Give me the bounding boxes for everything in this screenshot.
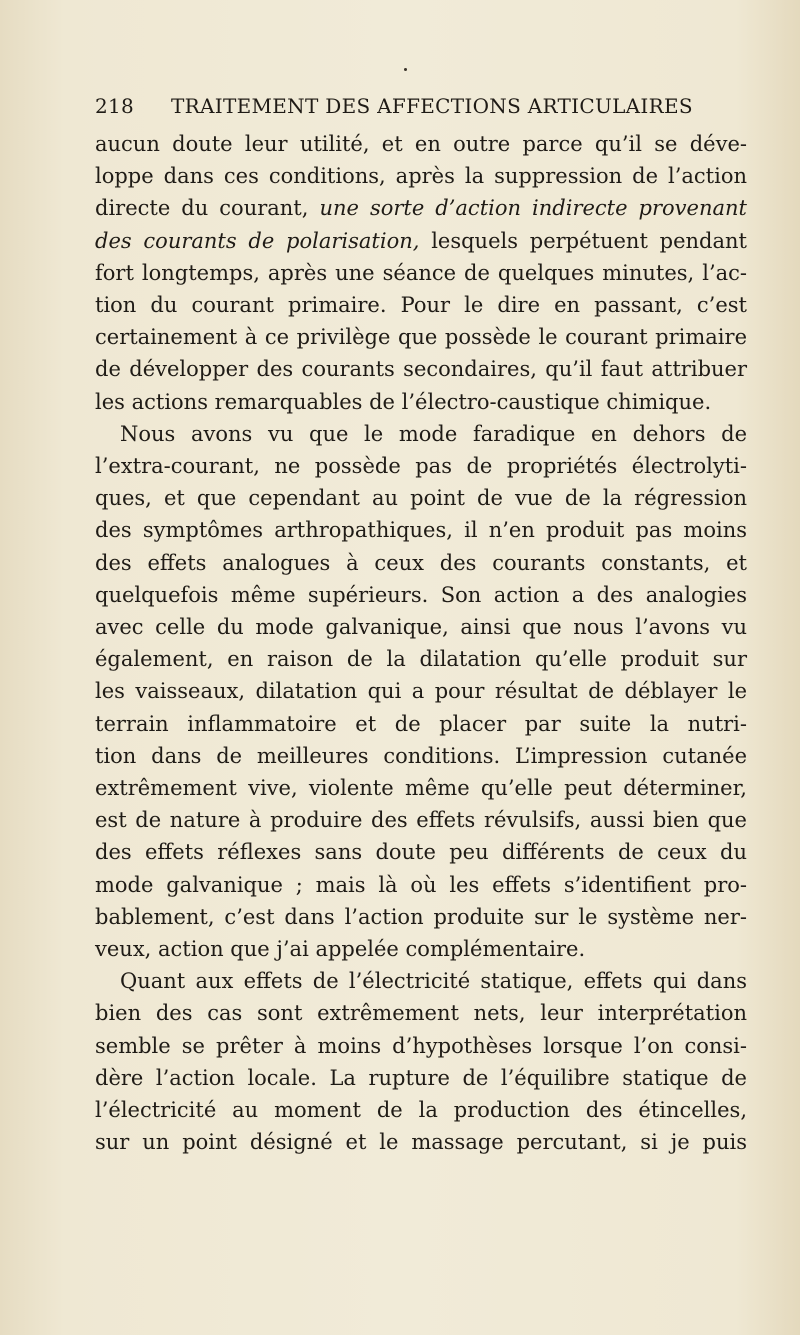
text-line: avec celle du mode galvanique, ainsi que nous l’avons vu [95, 615, 747, 640]
text-line: l’électricité au moment de la production des étincelles, [95, 1098, 747, 1123]
text-line: Quant aux effets de l’électricité statique, effets qui dans [120, 969, 747, 994]
text-line: tion du courant primaire. Pour le dire en passant, c’est [95, 293, 747, 318]
text-line: mode galvanique ; mais là où les effets s’identifient pro- [95, 872, 747, 897]
text-segment: urant, [243, 196, 320, 221]
text-line: aucun doute leur utilité, et en outre parce qu’il se déve- [95, 132, 747, 156]
text-line: tion dans de meilleures conditions. L’impression cutanée [95, 743, 747, 768]
text-line: extrêmement vive, violente même qu’elle peut déterminer, [95, 776, 747, 801]
page-number: 218 [95, 94, 135, 118]
text-line: les actions remarquables de l’électro-caustique chimique. [95, 389, 712, 414]
text-line: des effets analogues à ceux des courants constants, et [95, 550, 747, 575]
text-line: l’extra-courant, ne possède pas de propriétés électrolyti- [95, 454, 747, 479]
italic-phrase: une sorte d’action indirecte provenant [319, 196, 747, 221]
text-line: quelquefois même supérieurs. Son action a des analogies [95, 582, 747, 607]
text-line: des effets réflexes sans doute peu différents de ceux du [95, 840, 747, 865]
text-line: également, en raison de la dilatation qu’elle produit sur [95, 647, 747, 672]
running-title: TRAITEMENT DES AFFECTIONS ARTICULAIRES [171, 94, 693, 118]
ink-speck [404, 68, 407, 71]
text-line: Nous avons vu que le mode faradique en dehors de [120, 421, 747, 446]
text-line: veux, action que j’ai appelée complémentaire. [95, 937, 586, 962]
text-line: loppe dans ces conditions, après la suppression de l’action [95, 164, 747, 189]
text-segment: lesquels perpétuent pendant [419, 228, 747, 253]
body-text [95, 128, 747, 1159]
text-line: sur un point désigné et le massage percutant, si je puis [95, 1130, 747, 1155]
text-line: dère l’action locale. La rupture de l’équilibre statique de [95, 1065, 747, 1090]
text-line: bien des cas sont extrêmement nets, leur interprétation [95, 1001, 747, 1026]
running-header [95, 94, 745, 118]
text-line [95, 192, 747, 224]
text-line: semble se prêter à moins d’hypothèses lorsque l’on consi- [95, 1033, 747, 1058]
text-line: ques, et que cependant au point de vue de la régression [95, 486, 747, 511]
italic-phrase: des courants de polarisation, [95, 228, 420, 253]
text-line: certainement à ce privilège que possède le courant primaire [95, 325, 747, 350]
text-line [95, 225, 747, 257]
text-segment: directe du co [95, 196, 244, 221]
text-line: terrain inflammatoire et de placer par suite la nutri- [95, 711, 747, 736]
text-line: de développer des courants secondaires, qu’il faut attribuer [95, 357, 747, 382]
text-line: des symptômes arthropathiques, il n’en produit pas moins [95, 518, 747, 543]
text-line: est de nature à produire des effets révulsifs, aussi bien que [95, 808, 747, 833]
text-line: les vaisseaux, dilatation qui a pour résultat de déblayer le [95, 679, 747, 704]
text-line: bablement, c’est dans l’action produite sur le système ner- [95, 904, 747, 929]
text-line: fort longtemps, après une séance de quelques minutes, l’ac- [95, 260, 747, 285]
